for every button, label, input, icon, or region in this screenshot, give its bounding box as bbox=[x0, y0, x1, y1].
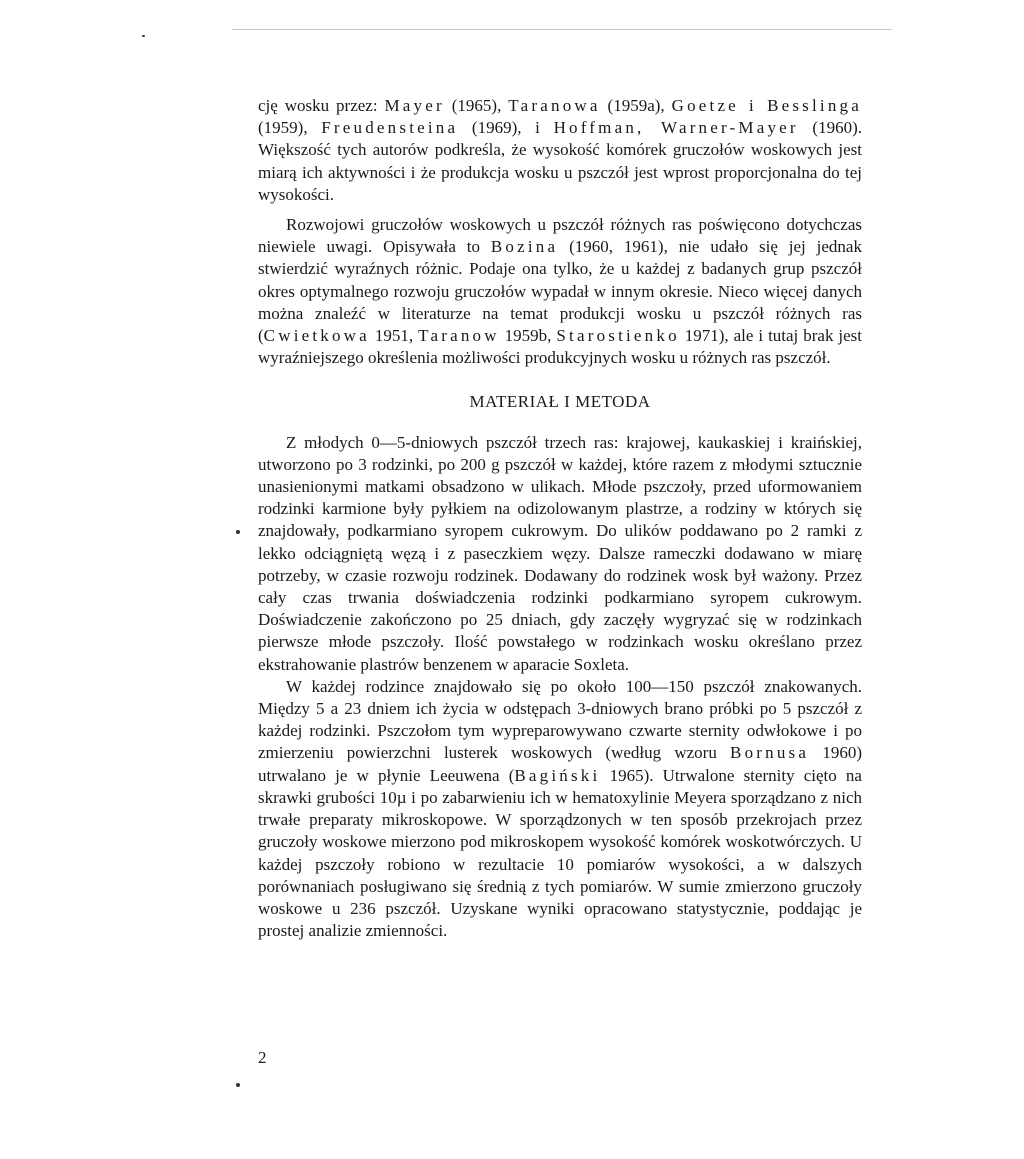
spaced-author-name: Bagiński bbox=[514, 765, 601, 785]
method-paragraph-1: Z młodych 0—5-dniowych pszczół trzech ras: krajowej, kaukaskiej i kraińskiej, utworzono po 3 rodzinki, po 200 g pszczół w każdej, które razem z młodymi sztucznie unasienionymi matkami obsadzono w ulikach. Młode pszczoły, przed uformowaniem rodzinki karmione były pyłkiem na odizolowanym plastrze, a rodziny w których się znajdowały, podkarmiano syropem cukrowym. Do ulików poddawano po 2 ramki z lekko odciągniętą węzą i z paseczkiem węzy. Dalsze rameczki dodawano w miarę potrzeby, w czasie rozwoju rodzinek. Dodawany do rodzinek wosk był ważony. Przez cały czas trwania doświadczenia rodzinki podkarmiano syropem cukrowym. Doświadczenie zakończono po 25 dniach, gdy zaczęły wygryzać się w rodzinkach pierwsze młode pszczoły. Ilość powstałego w rodzinkach wosku określano przez ekstrahowanie plastrów benzenem w aparacie Soxleta. bbox=[258, 432, 862, 674]
section-heading: MATERIAŁ I METODA bbox=[469, 392, 651, 412]
page-number: 2 bbox=[258, 1048, 267, 1067]
spaced-author-name: Cwietkowa bbox=[263, 326, 370, 346]
scan-edge-line bbox=[232, 29, 892, 30]
scan-speck bbox=[236, 530, 240, 534]
scan-speck bbox=[142, 35, 145, 37]
spaced-author-name: Freudensteina bbox=[321, 118, 459, 138]
scan-speck bbox=[236, 1083, 240, 1087]
spaced-author-name: Starostienko bbox=[556, 326, 680, 346]
spaced-author-name: Hoffman, Warner-Mayer bbox=[553, 118, 799, 138]
method-paragraph-2: W każdej rodzince znajdowało się po około 100—150 pszczół znakowanych. Między 5 a 23 dniem ich życia w odstępach 3-dniowych brano próbki po 5 pszczół z każdej rodzinki. Pszczołom tym wypreparowywano czwarte sternity odwłokowe i po zmierzeniu powierzchni lusterek woskowych (według wzoru Bornusa 1960) utrwalano je w płynie Leeuwena (Bagiński 1965). Utrwalone sternity cięto na skrawki grubości 10µ i po zabarwieniu ich w hematoxylinie Meyera sporządzano z nich trwałe preparaty mikroskopowe. W sporządzonych w ten sposób przekrojach przez gruczoły woskowe mierzono pod mikroskopem wysokość komórek woskotwórczych. U każdej pszczoły robiono w rezultacie 10 pomiarów wysokości, a w dalszych porównaniach posługiwano się średnią z tych pomiarów. W sumie zmierzono gruczoły woskowe u 236 pszczół. Uzyskane wyniki opracowano statystycznie, poddając je prostej analizie zmienności. bbox=[258, 676, 862, 941]
intro-paragraph-1: cję wosku przez: Mayer (1965), Taranowa (1959a), Goetze i Besslinga (1959), Freudensteina (1969), i Hoffman, Warner-Mayer (1960). Większość tych autorów podkreśla, że wysokość komórek gruczołów woskowych jest miarą ich aktywności i że produkcja wosku u pszczół jest wprost proporcjonalna do tej wysokości. bbox=[258, 96, 863, 204]
document-body bbox=[258, 95, 862, 942]
spaced-author-name: Bornusa bbox=[730, 743, 810, 763]
spaced-author-name: Taranowa bbox=[508, 96, 601, 115]
intro-paragraph-2: Rozwojowi gruczołów woskowych u pszczół różnych ras poświęcono dotychczas niewiele uwagi. Opisywała to Bozina (1960, 1961), nie udało się jej jednak stwierdzić wyraźnych różnic. Podaje ona tylko, że u każdej z badanych grup pszczół okres optymalnego rozwoju gruczołów wypadał w innym okresie. Nieco więcej danych można znaleźć w literaturze na temat produkcji wosku u pszczół różnych ras (Cwietkowa 1951, Taranow 1959b, Starostienko 1971), ale i tutaj brak jest wyraźniejszego określenia możliwości produkcyjnych wosku u różnych ras pszczół. bbox=[258, 215, 863, 368]
spaced-author-name: Mayer bbox=[384, 96, 445, 115]
spaced-author-name: Goetze i Besslinga bbox=[671, 96, 862, 115]
spaced-author-name: Taranow bbox=[418, 326, 500, 346]
spaced-author-name: Bozina bbox=[490, 237, 559, 257]
